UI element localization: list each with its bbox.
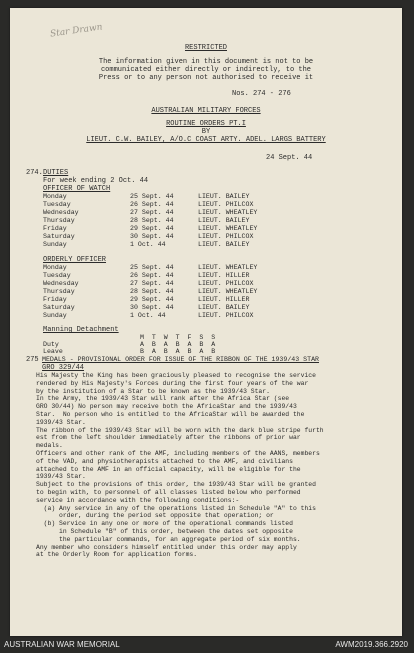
footer-accession: AWM2019.366.2920 bbox=[335, 640, 408, 649]
body-line: Subject to the provisions of this order, the 1939/43 Star will be granted bbox=[36, 481, 316, 489]
classification: RESTRICTED bbox=[184, 44, 227, 52]
pencil-annotation: Star Drawn bbox=[49, 22, 104, 40]
orderly-row-officer: LIEUT. WHEATLEY bbox=[198, 288, 258, 295]
body-line: service in accordance with the following conditions:- bbox=[36, 496, 240, 504]
orderly-row-day: Sunday bbox=[43, 312, 67, 319]
watch-row-date: 26 Sept. 44 bbox=[130, 201, 174, 208]
body-line: (a) Any service in any of the operations listed in Schedule "A" to this bbox=[36, 504, 316, 512]
orderly-row-officer: LIEUT. BAILEY bbox=[198, 304, 250, 311]
body-line: of the VAD, and physiotherapists attached to the AMF, and civilians bbox=[36, 457, 293, 465]
section-274-title: DUTIES bbox=[43, 169, 69, 177]
orderly-row-date: 25 Sept. 44 bbox=[130, 264, 174, 271]
watch-row-date: 1 Oct. 44 bbox=[130, 241, 166, 248]
orderly-row-day: Tuesday bbox=[43, 272, 71, 279]
warning-line-3: Press or to any person not authorised to receive it bbox=[98, 74, 314, 82]
orderly-officer-title: ORDERLY OFFICER bbox=[43, 256, 107, 264]
footer-bar bbox=[0, 638, 414, 653]
orderly-row-officer: LIEUT. PHILCOX bbox=[198, 312, 254, 319]
watch-row-officer: LIEUT. WHEATLEY bbox=[198, 209, 258, 216]
body-line: order, during the period set opposite that operation; or bbox=[36, 512, 274, 520]
manning-row-label: Duty bbox=[43, 341, 59, 348]
manning-row-letters: B A B A B A B bbox=[140, 348, 216, 355]
section-275-heading: MEDALS - PROVISIONAL ORDER FOR ISSUE OF THE RIBBON OF THE 1939/43 STAR bbox=[42, 356, 319, 363]
body-line: attached to the AMF in an official capacity, will be eligible for the bbox=[36, 465, 301, 473]
watch-row-day: Sunday bbox=[43, 241, 67, 248]
watch-row-officer: LIEUT. PHILCOX bbox=[198, 201, 254, 208]
orderly-row-date: 28 Sept. 44 bbox=[130, 288, 174, 295]
watch-row-day: Saturday bbox=[43, 233, 75, 240]
order-date: 24 Sept. 44 bbox=[266, 154, 313, 162]
footer-source: AUSTRALIAN WAR MEMORIAL bbox=[4, 640, 120, 649]
body-line: Star. No person who is entitled to the AfricaStar will be awarded the bbox=[36, 410, 305, 418]
body-line: (b) Service in any one or more of the operational commands listed bbox=[36, 520, 293, 528]
section-275-reference: GRO 329/44 bbox=[42, 364, 85, 372]
orderly-row-day: Thursday bbox=[43, 288, 75, 295]
warning-line-1: The information given in this document is not to be bbox=[98, 58, 314, 66]
orderly-row-officer: LIEUT. HILLER bbox=[198, 272, 250, 279]
orderly-row-day: Monday bbox=[43, 264, 67, 271]
body-line: Any member who considers himself entitled under this order may apply bbox=[36, 543, 297, 551]
orderly-row-officer: LIEUT. PHILCOX bbox=[198, 280, 254, 287]
watch-row-day: Friday bbox=[43, 225, 67, 232]
order-numbers: Nos. 274 - 276 bbox=[232, 90, 291, 98]
body-line: GRO 30/44) No person may receive both the AfricaStar and the 1939/43 bbox=[36, 403, 297, 411]
body-line: rendered by His Majesty's Forces during the first four years of the war bbox=[36, 379, 309, 387]
body-line: 1939/43 Star. bbox=[36, 473, 86, 481]
watch-row-day: Thursday bbox=[43, 217, 75, 224]
manning-row-label: Leave bbox=[43, 348, 63, 355]
section-275-body bbox=[36, 372, 396, 559]
watch-row-day: Wednesday bbox=[43, 209, 79, 216]
issuing-officer: LIEUT. C.W. BAILEY, A/O.C COAST ARTY. ADEL. LARGS BATTERY bbox=[86, 136, 326, 144]
orderly-row-date: 29 Sept. 44 bbox=[130, 296, 174, 303]
by-label: BY bbox=[201, 128, 211, 136]
warning-line-2: communicated either directly or indirectly, to the bbox=[100, 66, 312, 74]
body-line: The ribbon of the 1939/43 Star will be worn with the dark blue stripe furth bbox=[36, 426, 324, 434]
orderly-row-date: 1 Oct. 44 bbox=[130, 312, 166, 319]
force-title: AUSTRALIAN MILITARY FORCES bbox=[151, 107, 261, 115]
officer-of-watch-title: OFFICER OF WATCH bbox=[43, 185, 111, 193]
body-line: the particular commands, for an aggregate period of six months. bbox=[36, 535, 301, 543]
watch-row-officer: LIEUT. PHILCOX bbox=[198, 233, 254, 240]
body-line: medals. bbox=[36, 442, 63, 450]
manning-row-letters: M T W T F S S bbox=[140, 334, 216, 341]
manning-detachment-title: Manning Detachment bbox=[43, 326, 119, 334]
orderly-row-day: Saturday bbox=[43, 304, 75, 311]
watch-row-officer: LIEUT. WHEATLEY bbox=[198, 225, 258, 232]
orderly-row-day: Wednesday bbox=[43, 280, 79, 287]
body-line: to begin with, to personnel of all classes listed below who performed bbox=[36, 488, 301, 496]
week-ending: For week ending 2 Oct. 44 bbox=[43, 177, 149, 185]
watch-row-officer: LIEUT. BAILEY bbox=[198, 241, 250, 248]
section-275-number: 275 bbox=[26, 356, 39, 364]
orderly-row-date: 27 Sept. 44 bbox=[130, 280, 174, 287]
watch-row-officer: LIEUT. BAILEY bbox=[198, 193, 250, 200]
watch-row-date: 30 Sept. 44 bbox=[130, 233, 174, 240]
watch-row-officer: LIEUT. BAILEY bbox=[198, 217, 250, 224]
watch-row-date: 28 Sept. 44 bbox=[130, 217, 174, 224]
body-line: in Schedule "B" of this order, between the dates set opposite bbox=[36, 527, 293, 535]
watch-row-date: 27 Sept. 44 bbox=[130, 209, 174, 216]
body-line: est from the left shoulder immediately after the ribbons of prior war bbox=[36, 434, 301, 442]
section-274-number: 274. bbox=[26, 169, 43, 177]
body-line: In the Army, the 1939/43 Star will rank after the Africa Star (see bbox=[36, 395, 290, 403]
document-page bbox=[10, 8, 402, 636]
watch-row-date: 25 Sept. 44 bbox=[130, 193, 174, 200]
orderly-row-officer: LIEUT. HILLER bbox=[198, 296, 250, 303]
orderly-row-date: 26 Sept. 44 bbox=[130, 272, 174, 279]
manning-row-letters: A B A B A B A bbox=[140, 341, 216, 348]
body-line: at the Orderly Room for application forms. bbox=[36, 551, 198, 559]
body-line: His Majesty the King has been graciously pleased to recognise the service bbox=[36, 372, 316, 379]
watch-row-date: 29 Sept. 44 bbox=[130, 225, 174, 232]
watch-row-day: Tuesday bbox=[43, 201, 71, 208]
body-line: 1939/43 Star. bbox=[36, 418, 86, 426]
orderly-row-date: 30 Sept. 44 bbox=[130, 304, 174, 311]
body-line: Officers and other rank of the AMF, including members of the AANS, members bbox=[36, 449, 320, 457]
watch-row-day: Monday bbox=[43, 193, 67, 200]
orders-title: ROUTINE ORDERS PT.I bbox=[166, 120, 246, 128]
body-line: by the institution of a Star to be known as the 1939/43 Star. bbox=[36, 387, 270, 395]
orderly-row-officer: LIEUT. WHEATLEY bbox=[198, 264, 258, 271]
orderly-row-day: Friday bbox=[43, 296, 67, 303]
